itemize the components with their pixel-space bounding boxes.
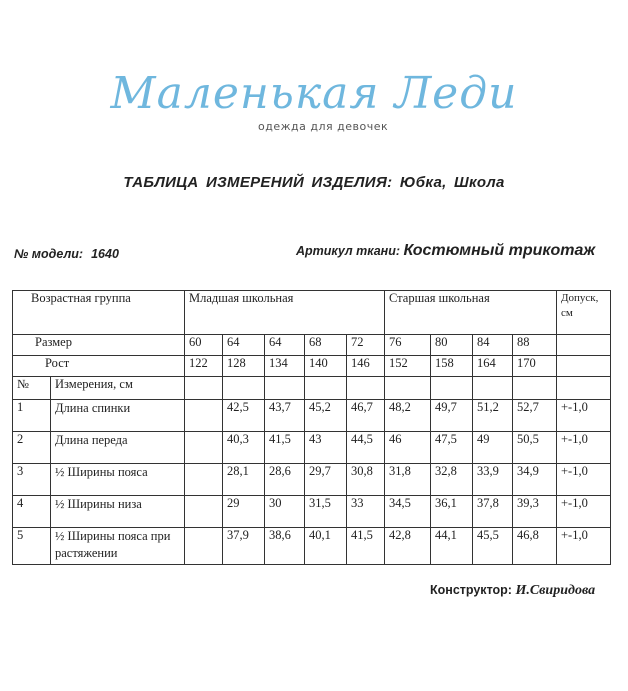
measurement-value: 39,3 — [513, 496, 557, 528]
measurement-value: 28,6 — [265, 464, 305, 496]
height-cell: 170 — [513, 356, 557, 377]
row-number: 1 — [13, 400, 51, 432]
height-cell: 134 — [265, 356, 305, 377]
measurement-value: 32,8 — [431, 464, 473, 496]
measurement-value: 30 — [265, 496, 305, 528]
model-number — [14, 247, 119, 261]
height-cell: 122 — [185, 356, 223, 377]
tolerance-value: +-1,0 — [557, 432, 611, 464]
measurement-value: 38,6 — [265, 528, 305, 565]
measurement-value: 40,3 — [223, 432, 265, 464]
measurement-value: 33,9 — [473, 464, 513, 496]
height-row — [13, 356, 611, 377]
fabric-label: Артикул ткани: — [296, 244, 401, 258]
measurement-value: 45,2 — [305, 400, 347, 432]
size-cell: 68 — [305, 335, 347, 356]
measurement-value: 49 — [473, 432, 513, 464]
measurement-value: 41,5 — [347, 528, 385, 565]
measurement-value — [185, 432, 223, 464]
size-cell: 76 — [385, 335, 431, 356]
measurement-value: 47,5 — [431, 432, 473, 464]
measurement-value: 29,7 — [305, 464, 347, 496]
table-row — [13, 496, 611, 528]
height-label: Рост — [13, 356, 185, 377]
table-row — [13, 432, 611, 464]
model-value: 1640 — [91, 247, 119, 261]
empty-cell — [305, 377, 347, 400]
size-cell: 84 — [473, 335, 513, 356]
measurement-value — [185, 496, 223, 528]
tolerance-value: +-1,0 — [557, 496, 611, 528]
junior-school-header: Младшая школьная — [185, 291, 385, 335]
measurement-value: 42,5 — [223, 400, 265, 432]
measurement-value: 43,7 — [265, 400, 305, 432]
measurement-value: 37,9 — [223, 528, 265, 565]
measurement-value: 49,7 — [431, 400, 473, 432]
measurement-value: 44,5 — [347, 432, 385, 464]
measurement-name: ½ Ширины пояса — [51, 464, 185, 496]
measurement-rows — [13, 400, 611, 565]
senior-school-header: Старшая школьная — [385, 291, 557, 335]
designer-label: Конструктор: — [430, 583, 512, 597]
measurement-value: 50,5 — [513, 432, 557, 464]
table-row — [13, 400, 611, 432]
measurement-value: 40,1 — [305, 528, 347, 565]
logo-tagline: одежда для девочек — [258, 120, 389, 133]
size-cell: 60 — [185, 335, 223, 356]
empty-cell — [513, 377, 557, 400]
measurement-value: 33 — [347, 496, 385, 528]
empty-cell — [347, 377, 385, 400]
empty-cell — [265, 377, 305, 400]
measurement-value: 30,8 — [347, 464, 385, 496]
measurement-value: 43 — [305, 432, 347, 464]
measurement-value: 48,2 — [385, 400, 431, 432]
size-label: Размер — [13, 335, 185, 356]
measurement-value: 31,5 — [305, 496, 347, 528]
measurement-value: 34,9 — [513, 464, 557, 496]
measurement-name: ½ Ширины низа — [51, 496, 185, 528]
designer-name: И.Свиридова — [515, 583, 596, 598]
measure-header: Измерения, см — [51, 377, 185, 400]
row-number: 5 — [13, 528, 51, 565]
tolerance-value: +-1,0 — [557, 528, 611, 565]
size-cell: 72 — [347, 335, 385, 356]
age-group-label: Возрастная группа — [13, 291, 185, 335]
document-title: ТАБЛИЦА ИЗМЕРЕНИЙ ИЗДЕЛИЯ: Юбка, Школа — [123, 174, 505, 191]
empty-cell — [431, 377, 473, 400]
size-cell: 64 — [223, 335, 265, 356]
measurement-value — [185, 400, 223, 432]
measurement-value: 46,8 — [513, 528, 557, 565]
empty-cell — [223, 377, 265, 400]
empty-cell — [557, 335, 611, 356]
height-cell: 146 — [347, 356, 385, 377]
size-cell: 88 — [513, 335, 557, 356]
measurement-table — [12, 290, 611, 565]
measurement-value: 42,8 — [385, 528, 431, 565]
fabric-article — [296, 242, 595, 260]
height-cell: 152 — [385, 356, 431, 377]
empty-cell — [185, 377, 223, 400]
empty-cell — [557, 377, 611, 400]
logo-wordmark: Маленькая Леди — [110, 68, 518, 119]
size-row — [13, 335, 611, 356]
empty-cell — [557, 356, 611, 377]
measurement-name: Длина спинки — [51, 400, 185, 432]
measurement-value: 31,8 — [385, 464, 431, 496]
measurement-value: 51,2 — [473, 400, 513, 432]
measurement-value: 36,1 — [431, 496, 473, 528]
row-number: 4 — [13, 496, 51, 528]
height-cell: 164 — [473, 356, 513, 377]
measurement-value: 34,5 — [385, 496, 431, 528]
measurement-value: 29 — [223, 496, 265, 528]
measurement-value: 44,1 — [431, 528, 473, 565]
number-header: № — [13, 377, 51, 400]
row-number: 2 — [13, 432, 51, 464]
brand-logo — [0, 68, 628, 133]
size-cell: 80 — [431, 335, 473, 356]
size-cell: 64 — [265, 335, 305, 356]
measurement-name: Длина переда — [51, 432, 185, 464]
measurement-value: 52,7 — [513, 400, 557, 432]
measurement-value — [185, 464, 223, 496]
table-header-row — [13, 291, 611, 335]
row-number: 3 — [13, 464, 51, 496]
measurement-value: 46,7 — [347, 400, 385, 432]
height-cell: 140 — [305, 356, 347, 377]
tolerance-value: +-1,0 — [557, 464, 611, 496]
empty-cell — [385, 377, 431, 400]
measurement-value: 41,5 — [265, 432, 305, 464]
table-row — [13, 528, 611, 565]
fabric-value: Костюмный трикотаж — [403, 242, 596, 259]
measurement-value — [185, 528, 223, 565]
height-cell: 158 — [431, 356, 473, 377]
tolerance-value: +-1,0 — [557, 400, 611, 432]
measurement-value: 46 — [385, 432, 431, 464]
measurement-name: ½ Ширины пояса при растяжении — [51, 528, 185, 565]
table-row — [13, 464, 611, 496]
measurement-value: 37,8 — [473, 496, 513, 528]
tolerance-header: Допуск, см — [557, 291, 611, 335]
measurement-value: 28,1 — [223, 464, 265, 496]
designer-credit — [430, 583, 595, 599]
model-label: № модели: — [14, 247, 84, 261]
empty-cell — [473, 377, 513, 400]
measure-header-row — [13, 377, 611, 400]
height-cell: 128 — [223, 356, 265, 377]
measurement-value: 45,5 — [473, 528, 513, 565]
